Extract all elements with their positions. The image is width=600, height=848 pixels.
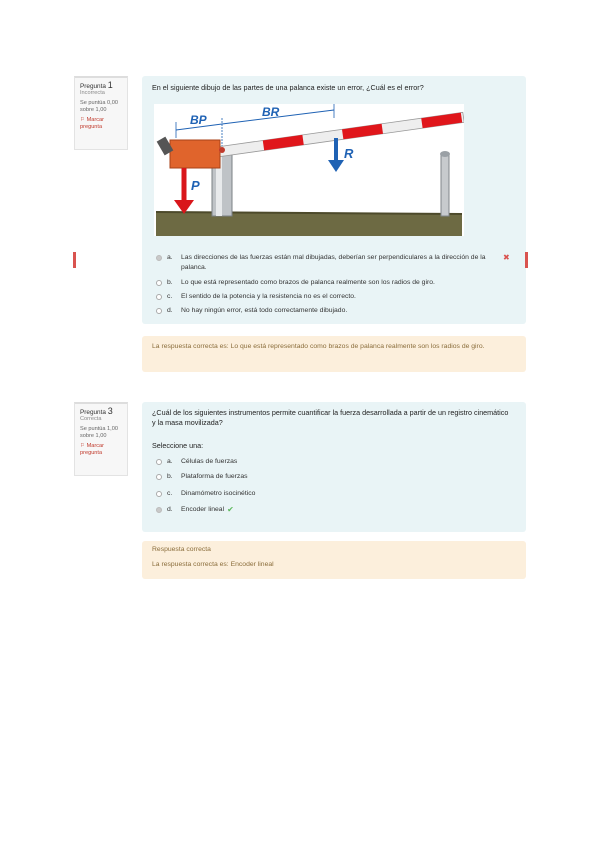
wrong-answer-marker-left: [73, 252, 76, 268]
question-number: Pregunta 1: [80, 80, 113, 90]
question-text: ¿Cuál de los siguientes instrumentos permite cuantificar la fuerza desarrollada a partir de un registro cinemático y la masa movilizada?: [152, 408, 509, 427]
br-label: BR: [262, 105, 280, 119]
flag-icon: ⚐: [80, 443, 87, 449]
radio-icon[interactable]: [156, 491, 162, 497]
question-info-1: [74, 76, 128, 150]
wrong-icon: ✖: [503, 253, 510, 262]
feedback-title: Respuesta correcta: [152, 546, 211, 553]
question-info-3: [74, 402, 128, 476]
correct-answer-text: La respuesta correcta es: Lo que está representado como brazos de palanca realmente son los radios de giro.: [152, 343, 485, 350]
option-d[interactable]: d. Encoder lineal ✔: [156, 505, 234, 515]
feedback-box: [142, 541, 526, 579]
flag-question-link[interactable]: ⚐ Marcar pregunta: [80, 443, 104, 456]
flag-icon: ⚐: [80, 117, 87, 123]
option-c[interactable]: c. Dinamómetro isocinético: [156, 489, 255, 499]
feedback-box: [142, 336, 526, 372]
option-d[interactable]: d. No hay ningún error, está todo correctamente dibujado.: [156, 306, 506, 316]
flag-question-link[interactable]: ⚐ Marcar pregunta: [80, 117, 104, 130]
r-label: R: [344, 146, 354, 161]
option-b[interactable]: b. Plataforma de fuerzas: [156, 472, 248, 482]
correct-answer-text: La respuesta correcta es: Encoder lineal: [152, 561, 274, 568]
option-a[interactable]: a. Las direcciones de las fuerzas están mal dibujadas, deberían ser perpendiculares a la dirección de la palanca.: [156, 253, 496, 273]
bp-label: BP: [190, 113, 207, 127]
question-grade: Se puntúa 1,00 sobre 1,00: [80, 426, 118, 439]
option-c[interactable]: c. El sentido de la potencia y la resistencia no es el correcto.: [156, 292, 506, 302]
question-grade: Se puntúa 0,00 sobre 1,00: [80, 100, 118, 113]
check-icon: ✔: [227, 505, 234, 514]
option-a[interactable]: a. Células de fuerzas: [156, 457, 237, 467]
p-label: P: [191, 178, 200, 193]
question-number: Pregunta 3: [80, 406, 113, 416]
select-prompt: Seleccione una:: [152, 441, 204, 450]
option-b[interactable]: b. Lo que está representado como brazos de palanca realmente son los radios de giro.: [156, 278, 506, 288]
radio-icon[interactable]: [156, 280, 162, 286]
radio-icon[interactable]: [156, 308, 162, 314]
question-state: Incorrecta: [80, 90, 105, 96]
radio-icon[interactable]: [156, 474, 162, 480]
radio-icon[interactable]: [156, 294, 162, 300]
wrong-answer-marker-right: [525, 252, 528, 268]
radio-icon[interactable]: [156, 459, 162, 465]
radio-icon[interactable]: [156, 255, 162, 261]
radio-icon[interactable]: [156, 507, 162, 513]
question-text: En el siguiente dibujo de las partes de una palanca existe un error, ¿Cuál es el error?: [152, 83, 424, 92]
question-state: Correcta: [80, 416, 102, 422]
lever-figure: [154, 104, 464, 236]
